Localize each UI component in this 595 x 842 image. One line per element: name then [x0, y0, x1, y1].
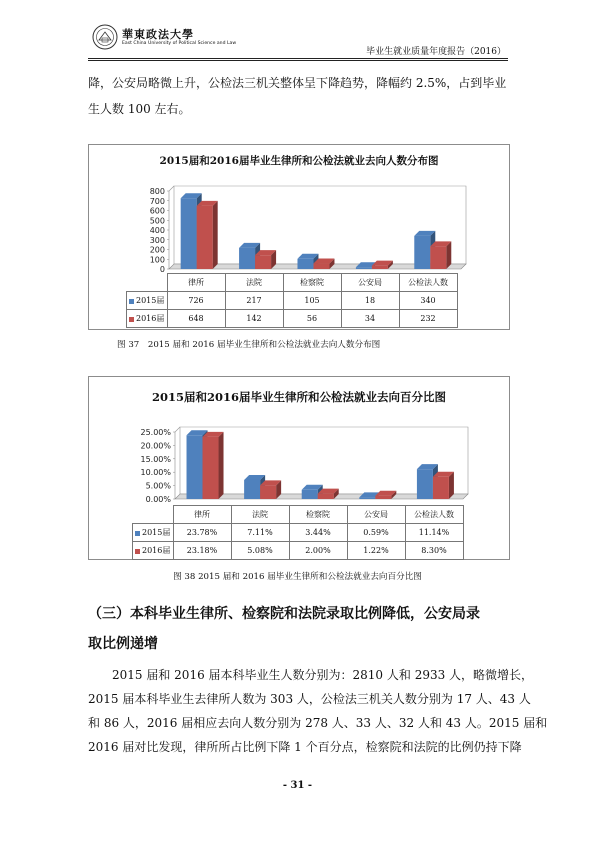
category-label: 公安局 [347, 506, 405, 524]
category-label: 检察院 [283, 274, 341, 292]
header-divider-thin [88, 60, 508, 61]
category-label: 法院 [231, 506, 289, 524]
series-name: 2016届 [142, 546, 171, 555]
series-legend [133, 542, 174, 560]
y-tick-label: 5.00% [145, 481, 171, 491]
y-tick-label: 100 [149, 255, 165, 265]
data-value-cell: 18 [341, 292, 399, 310]
section-heading: 取比例递增 [88, 636, 158, 652]
chart-title: 2015届和2016届毕业生律所和公检法就业去向百分比图 [151, 390, 446, 404]
category-label: 律所 [173, 506, 231, 524]
y-tick-label: 0 [159, 265, 165, 274]
data-value-cell: 8.30% [405, 542, 463, 560]
section-heading: （三）本科毕业生律所、检察院和法院录取比例降低，公安局录 [88, 606, 480, 622]
bar-2016-0 [197, 201, 218, 269]
data-value-cell: 142 [225, 310, 283, 328]
chart-title: 2015届和2016届毕业生律所和公检法就业去向人数分布图 [159, 155, 439, 167]
page-number: - 31 - [282, 780, 313, 791]
data-table [132, 505, 464, 560]
y-tick-label: 20.00% [140, 441, 171, 451]
data-table [126, 273, 458, 328]
body-line: 2016 届对比发现，律所所占比例下降 1 个百分点，检察院和法院的比例仍持下降 [88, 740, 522, 754]
data-value-cell: 23.18% [173, 542, 231, 560]
university-seal-icon [92, 24, 118, 50]
y-tick-label: 300 [149, 235, 165, 245]
body-line: 2015 届本科毕业生去律所人数为 303 人，公检法三机关人数分别为 17 人、43 人 [88, 692, 531, 706]
data-value-cell: 5.08% [231, 542, 289, 560]
data-value-cell: 11.14% [405, 524, 463, 542]
chart-percentage-distribution [88, 376, 510, 560]
data-value-cell: 1.22% [347, 542, 405, 560]
bar-2016-4 [430, 241, 451, 269]
y-tick-label: 500 [149, 216, 165, 226]
university-name-en: East China University of Political Science and Law [122, 41, 237, 46]
data-value-cell: 340 [399, 292, 457, 310]
header-divider [88, 58, 508, 59]
body-line: 和 86 人，2016 届相应去向人数分别为 278 人、33 人、32 人和 43 人。2015 届和 [88, 716, 548, 730]
category-label: 检察院 [289, 506, 347, 524]
data-value-cell: 0.59% [347, 524, 405, 542]
y-tick-label: 400 [149, 226, 165, 235]
category-label: 公检法人数 [399, 274, 457, 292]
y-tick-label: 0.00% [145, 495, 171, 504]
y-tick-label: 15.00% [140, 454, 171, 464]
chart-side-wall [175, 427, 180, 432]
y-tick-label: 800 [149, 187, 165, 196]
category-label: 律所 [167, 274, 225, 292]
y-tick-label: 600 [149, 206, 165, 216]
data-value-cell: 726 [167, 292, 225, 310]
figure-caption: 图 38 2015 届和 2016 届毕业生律所和公检法就业去向百分比图 [173, 572, 422, 582]
body-line: 2015 届和 2016 届本科毕业生人数分别为：2810 人和 2933 人，略微增长， [112, 668, 534, 682]
y-tick-label: 25.00% [140, 428, 171, 437]
data-value-cell: 2.00% [289, 542, 347, 560]
y-tick-label: 700 [149, 196, 165, 206]
figure-caption: 图 37 2015 届和 2016 届毕业生律所和公检法就业去向人数分布图 [117, 340, 381, 350]
data-value-cell: 23.78% [173, 524, 231, 542]
intro-line: 生人数 100 左右。 [88, 102, 191, 116]
legend-color-key [135, 549, 140, 554]
series-name: 2016届 [136, 314, 165, 323]
data-value-cell: 232 [399, 310, 457, 328]
report-title: 毕业生就业质量年度报告（2016） [366, 47, 506, 57]
y-tick-label: 200 [149, 245, 165, 255]
university-name-cn: 華東政法大學 [122, 28, 194, 41]
data-value-cell: 648 [167, 310, 225, 328]
series-legend [133, 524, 174, 542]
series-name: 2015届 [142, 528, 171, 537]
bar-2016-1 [255, 250, 276, 269]
data-value-cell: 105 [283, 292, 341, 310]
intro-line: 降，公安局略微上升，公检法三机关整体呈下降趋势，降幅约 2.5%，占到毕业 [88, 76, 507, 90]
data-value-cell: 7.11% [231, 524, 289, 542]
data-value-cell: 34 [341, 310, 399, 328]
data-value-cell: 217 [225, 292, 283, 310]
legend-color-key [135, 531, 140, 536]
category-label: 公检法人数 [405, 506, 463, 524]
y-tick-label: 10.00% [140, 468, 171, 478]
bar-2016-1 [260, 480, 281, 499]
bar-2016-0 [203, 432, 224, 499]
bar-2016-4 [433, 472, 454, 499]
chart-side-wall [169, 186, 174, 191]
series-legend [127, 310, 168, 328]
data-value-cell: 56 [283, 310, 341, 328]
series-legend [127, 292, 168, 310]
category-label: 法院 [225, 274, 283, 292]
chart-count-distribution [88, 144, 510, 330]
page-header [88, 22, 508, 58]
series-name: 2015届 [136, 296, 165, 305]
category-label: 公安局 [341, 274, 399, 292]
legend-color-key [129, 317, 134, 322]
data-value-cell: 3.44% [289, 524, 347, 542]
legend-color-key [129, 299, 134, 304]
